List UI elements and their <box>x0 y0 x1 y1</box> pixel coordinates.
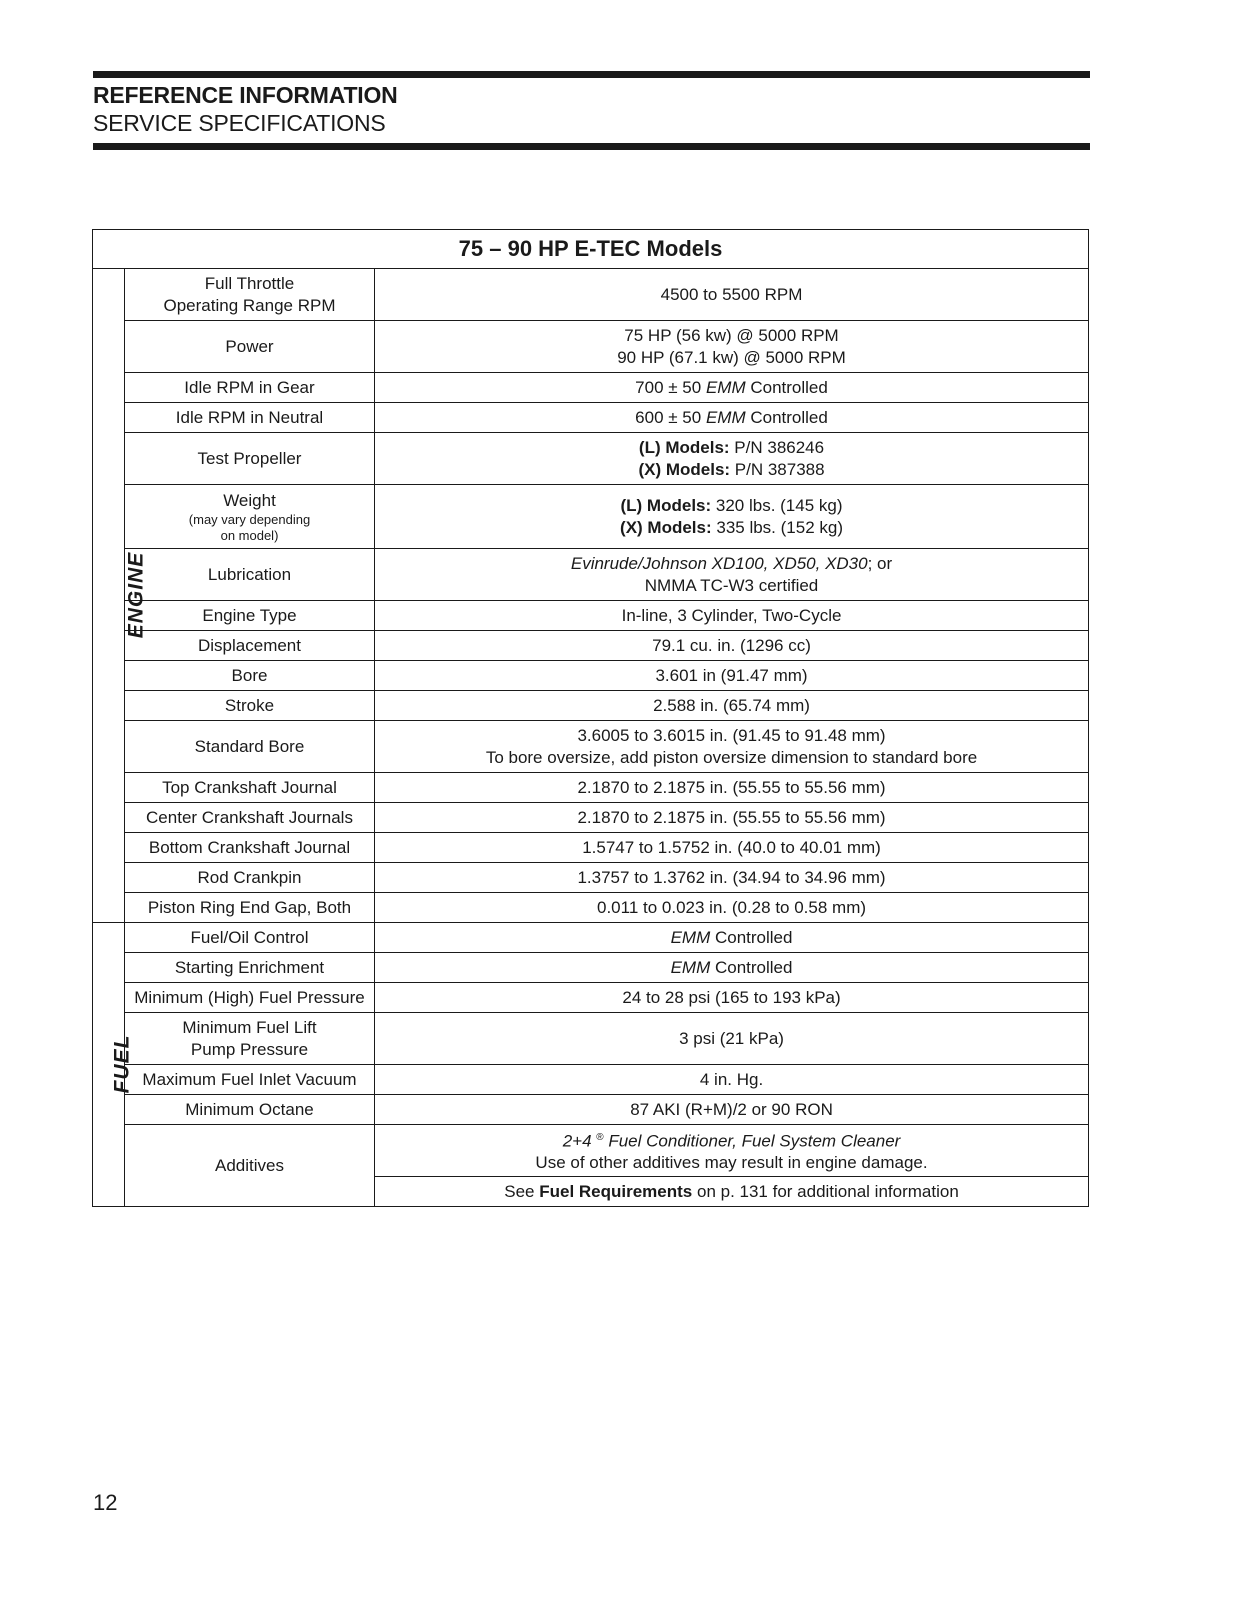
spec-value <box>375 721 1089 773</box>
model-label: (X) Models: <box>638 459 731 479</box>
label-line: Pump Pressure <box>190 1039 309 1059</box>
value-text: Controlled <box>745 377 828 397</box>
spec-value <box>375 1125 1089 1177</box>
spec-value <box>375 321 1089 373</box>
value-text: Controlled <box>710 927 793 947</box>
table-row <box>93 721 1089 773</box>
value-text: 600 ± 50 <box>635 407 706 427</box>
spec-value: 4500 to 5500 RPM <box>375 269 1089 321</box>
value-text: P/N 386246 <box>729 437 825 457</box>
spec-label: Lubrication <box>125 549 375 601</box>
table-row <box>93 321 1089 373</box>
emm-text: EMM <box>670 957 711 977</box>
weight-note: (may vary depending <box>188 511 311 527</box>
spec-label: Minimum Octane <box>125 1095 375 1125</box>
table-row <box>93 1095 1089 1125</box>
spec-label <box>125 269 375 321</box>
spec-value <box>375 549 1089 601</box>
spec-label: Maximum Fuel Inlet Vacuum <box>125 1065 375 1095</box>
value-line: 90 HP (67.1 kw) @ 5000 RPM <box>617 347 846 367</box>
value-text: P/N 387388 <box>730 459 825 479</box>
table-row <box>93 803 1089 833</box>
table-row <box>93 833 1089 863</box>
spec-value: 2.588 in. (65.74 mm) <box>375 691 1089 721</box>
spec-label: Center Crankshaft Journals <box>125 803 375 833</box>
spec-value: 4 in. Hg. <box>375 1065 1089 1095</box>
table-row <box>93 1065 1089 1095</box>
model-label: (X) Models: <box>620 517 712 537</box>
spec-value: 2.1870 to 2.1875 in. (55.55 to 55.56 mm) <box>375 773 1089 803</box>
spec-label: Piston Ring End Gap, Both <box>125 893 375 923</box>
section-title: REFERENCE INFORMATION <box>93 82 398 108</box>
table-row <box>93 953 1089 983</box>
spec-label: Top Crankshaft Journal <box>125 773 375 803</box>
spec-value: 24 to 28 psi (165 to 193 kPa) <box>375 983 1089 1013</box>
spec-value: 1.3757 to 1.3762 in. (34.94 to 34.96 mm) <box>375 863 1089 893</box>
label-line: Minimum Fuel Lift <box>182 1017 317 1037</box>
spec-value: 87 AKI (R+M)/2 or 90 RON <box>375 1095 1089 1125</box>
label-line: Full Throttle <box>204 273 295 293</box>
header-top-rule <box>93 71 1090 78</box>
value-text: 700 ± 50 <box>635 377 706 397</box>
table-row <box>93 549 1089 601</box>
spec-value: 0.011 to 0.023 in. (0.28 to 0.58 mm) <box>375 893 1089 923</box>
value-line: 3.6005 to 3.6015 in. (91.45 to 91.48 mm) <box>577 725 886 745</box>
spec-value <box>375 403 1089 433</box>
spec-value <box>375 485 1089 549</box>
spec-value <box>375 433 1089 485</box>
weight-note: on model) <box>220 527 279 543</box>
spec-value: In-line, 3 Cylinder, Two-Cycle <box>375 601 1089 631</box>
table-row <box>93 773 1089 803</box>
spec-label: Starting Enrichment <box>125 953 375 983</box>
spec-label: Fuel/Oil Control <box>125 923 375 953</box>
emm-text: EMM <box>705 407 746 427</box>
table-title-row <box>93 230 1089 269</box>
service-specifications-table <box>92 229 1089 1207</box>
table-row <box>93 863 1089 893</box>
emm-text: EMM <box>670 927 711 947</box>
spec-value: 3 psi (21 kPa) <box>375 1013 1089 1065</box>
additive-name: 2+4 <box>562 1131 597 1151</box>
value-text: Controlled <box>710 957 793 977</box>
table-row <box>93 601 1089 631</box>
table-row <box>93 1125 1089 1177</box>
engine-section-cell <box>93 269 148 923</box>
table-title: 75 – 90 HP E-TEC Models <box>93 230 1089 269</box>
fuel-section-label: FUEL <box>110 1034 134 1094</box>
spec-label: Rod Crankpin <box>125 863 375 893</box>
spec-label: Engine Type <box>125 601 375 631</box>
spec-label: Power <box>125 321 375 373</box>
spec-value <box>375 1177 1089 1207</box>
subsection-title: SERVICE SPECIFICATIONS <box>93 110 386 136</box>
fuel-section-cell <box>93 923 134 1207</box>
value-text: Controlled <box>745 407 828 427</box>
model-label: (L) Models: <box>620 495 712 515</box>
spec-value <box>375 953 1089 983</box>
fuel-requirements-ref: Fuel Requirements <box>539 1181 693 1201</box>
table-row <box>93 983 1089 1013</box>
spec-label: Standard Bore <box>125 721 375 773</box>
header-bottom-rule <box>93 143 1090 150</box>
table-row <box>93 403 1089 433</box>
spec-label: Test Propeller <box>125 433 375 485</box>
value-text: ; or <box>867 553 893 573</box>
oil-brand-text: Evinrude/Johnson XD100, XD50, XD30 <box>570 553 868 573</box>
value-line: Use of other additives may result in engine damage. <box>535 1153 928 1173</box>
spec-label: Stroke <box>125 691 375 721</box>
spec-label <box>125 485 375 549</box>
model-label: (L) Models: <box>638 437 730 457</box>
page-number: 12 <box>93 1490 118 1515</box>
value-text: on p. 131 for additional information <box>692 1181 959 1201</box>
table-row <box>93 661 1089 691</box>
table-row <box>93 433 1089 485</box>
spec-label: Additives <box>125 1125 375 1207</box>
spec-value <box>375 923 1089 953</box>
table-row <box>93 691 1089 721</box>
additive-name: Fuel Conditioner, Fuel System Cleaner <box>603 1131 901 1151</box>
spec-label: Bottom Crankshaft Journal <box>125 833 375 863</box>
value-line: NMMA TC-W3 certified <box>644 575 819 595</box>
registered-mark: ® <box>596 1131 604 1143</box>
table-row <box>93 923 1089 953</box>
engine-section-label: ENGINE <box>124 551 148 639</box>
spec-value: 2.1870 to 2.1875 in. (55.55 to 55.56 mm) <box>375 803 1089 833</box>
spec-value: 79.1 cu. in. (1296 cc) <box>375 631 1089 661</box>
value-text: See <box>504 1181 540 1201</box>
value-line: 75 HP (56 kw) @ 5000 RPM <box>624 325 839 345</box>
spec-value <box>375 373 1089 403</box>
table-row <box>93 485 1089 549</box>
emm-text: EMM <box>705 377 746 397</box>
table-row <box>93 373 1089 403</box>
table-row <box>93 893 1089 923</box>
table-row <box>93 269 1089 321</box>
table-row <box>93 1013 1089 1065</box>
spec-label: Displacement <box>125 631 375 661</box>
spec-label: Idle RPM in Gear <box>125 373 375 403</box>
spec-label: Bore <box>125 661 375 691</box>
spec-label <box>125 1013 375 1065</box>
spec-label: Idle RPM in Neutral <box>125 403 375 433</box>
label-line: Weight <box>223 490 276 510</box>
table-row <box>93 631 1089 661</box>
label-line: Operating Range RPM <box>163 295 336 315</box>
value-text: 335 lbs. (152 kg) <box>711 517 843 537</box>
value-line: To bore oversize, add piston oversize dimension to standard bore <box>485 747 978 767</box>
spec-value: 1.5747 to 1.5752 in. (40.0 to 40.01 mm) <box>375 833 1089 863</box>
spec-value: 3.601 in (91.47 mm) <box>375 661 1089 691</box>
value-text: 320 lbs. (145 kg) <box>711 495 843 515</box>
spec-label: Minimum (High) Fuel Pressure <box>125 983 375 1013</box>
